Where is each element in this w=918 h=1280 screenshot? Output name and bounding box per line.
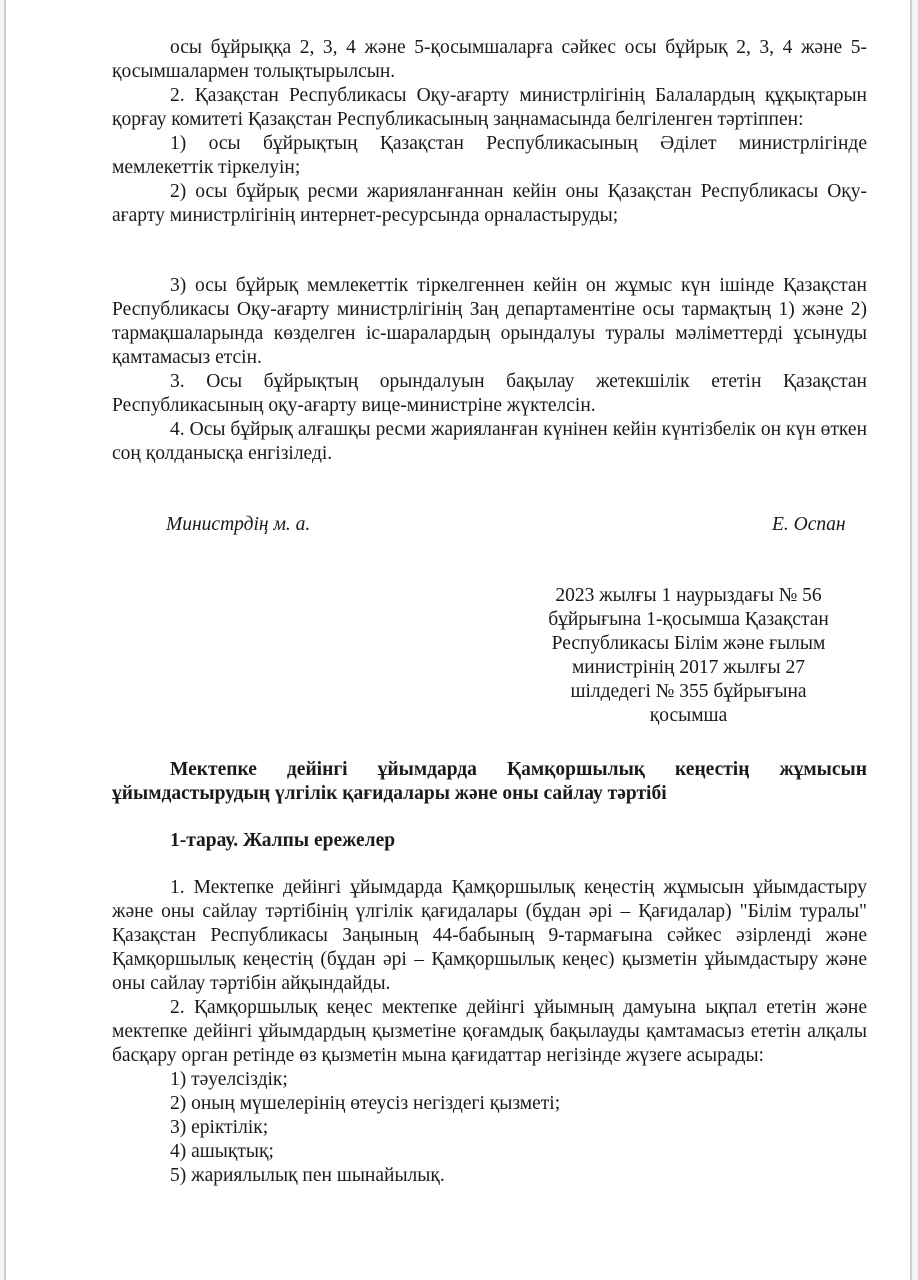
rules-paragraph-1: 1. Мектепке дейінгі ұйымдарда Қамқоршылық кеңестің жұмысын ұйымдастыру және оны сайлау тәртібінің үлгілік қағидалары (бұдан әрі – Қағидалар) "Білім туралы" Қазақстан Республикасы Заңының 44-бабының 9-тармағына сәйкес әзірленді және Қамқоршылық кеңестің (бұдан әрі – Қамқоршылық кеңес) қызметін ұйымдастыру және оны сайлау тәртібін айқындайды. <box>112 877 867 994</box>
top-section <box>112 36 867 228</box>
rules-body <box>112 876 867 1188</box>
signature-title: Министрдің м. а. <box>166 514 311 535</box>
subitem-1: 1) осы бұйрықтың Қазақстан Республикасының Әділет министрлігінде мемлекеттік тіркелуін; <box>112 133 867 178</box>
annex-note-line: шілдедегі № 355 бұйрығына <box>570 681 807 702</box>
chapter-heading: 1-тарау. Жалпы ережелер <box>170 830 396 851</box>
principle-item: 1) тәуелсіздік; <box>170 1069 288 1090</box>
annex-note-line: министрінің 2017 жылғы 27 <box>571 657 806 678</box>
subitem-3: 3) осы бұйрық мемлекеттік тіркелгеннен кейін он жұмыс күн ішінде Қазақстан Республикасы Оқу-ағарту министрлігінің Заң департаментіне осы тармақтың 1) және 2) тармақшаларында көзделген іс-шаралардың орындалуы туралы мәліметтерді ұсынуды қамтамасыз етсін. <box>112 275 867 368</box>
rules-paragraph-2: 2. Қамқоршылық кеңес мектепке дейінгі ұйымның дамуына ықпал ететін және мектепке дейінгі ұйымдардың қызметіне қоғамдық бақылауды қамтамасыз ететін алқалы басқару орган ретінде өз қызметін мына қағидаттар негізінде жүзеге асырады: <box>112 997 867 1066</box>
annex-note-line: бұйрығына 1-қосымша Қазақстан <box>548 609 829 630</box>
annex-note <box>521 584 856 728</box>
document-page <box>4 0 912 1280</box>
paragraph-item-3: 3. Осы бұйрықтың орындалуын бақылау жетекшілік ететін Қазақстан Республикасының оқу-ағарту вице-министріне жүктелсін. <box>112 371 867 416</box>
chapter-section <box>112 829 867 853</box>
middle-section <box>112 274 867 466</box>
annex-note-line: Республикасы Білім және ғылым <box>551 633 826 654</box>
principle-item: 3) еріктілік; <box>170 1117 269 1138</box>
paragraph-supplement: осы бұйрыққа 2, 3, 4 және 5-қосымшаларға сәйкес осы бұйрық 2, 3, 4 және 5-қосымшалармен толықтырылсын. <box>112 37 867 82</box>
principle-item: 5) жариялылық пен шынайылық. <box>170 1165 445 1186</box>
rules-title: Мектепке дейінгі ұйымдарда Қамқоршылық кеңестің жұмысын ұйымдастырудың үлгілік қағидалары және оны сайлау тәртібі <box>112 759 867 804</box>
subitem-2: 2) осы бұйрық ресми жарияланғаннан кейін оны Қазақстан Республикасы Оқу-ағарту министрлігінің интернет-ресурсында орналастыруды; <box>112 181 867 226</box>
principle-item: 2) оның мүшелерінің өтеусіз негіздегі қызметі; <box>170 1093 561 1114</box>
annex-note-line: 2023 жылғы 1 наурыздағы № 56 <box>555 585 822 606</box>
signature-name: Е. Оспан <box>772 514 846 535</box>
paragraph-item-4: 4. Осы бұйрық алғашқы ресми жарияланған күнінен кейін күнтізбелік он күн өткен соң қолданысқа енгізіледі. <box>112 419 867 464</box>
principle-item: 4) ашықтық; <box>170 1141 274 1162</box>
paragraph-item-2: 2. Қазақстан Республикасы Оқу-ағарту министрлігінің Балалардың құқықтарын қорғау комитеті Қазақстан Республикасының заңнамасында белгіленген тәртіппен: <box>112 85 867 130</box>
rules-section <box>112 758 867 806</box>
annex-note-line: қосымша <box>649 705 728 726</box>
